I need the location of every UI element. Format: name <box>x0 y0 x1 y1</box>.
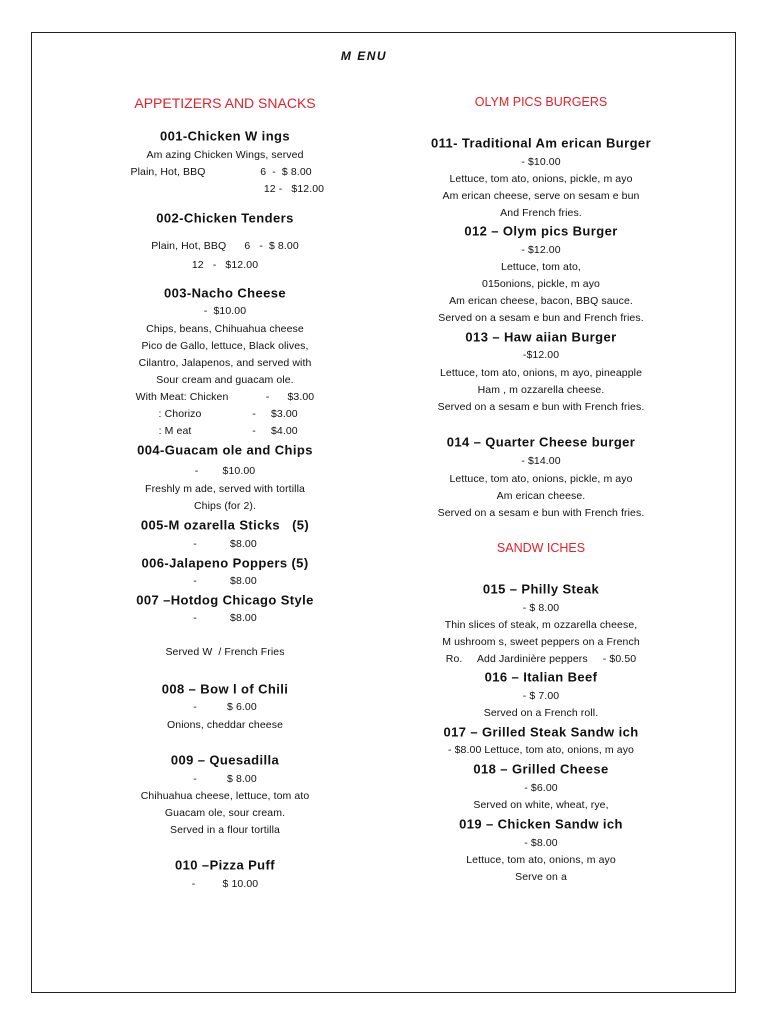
burger-description: 015onions, pickle, m ayo <box>482 277 600 290</box>
appetizer-item-heading: 001-Chicken W ings <box>159 128 291 144</box>
sandwich-price: - $8.00 <box>524 836 558 849</box>
appetizer-description: Chips, beans, Chihuahua cheese <box>146 322 304 335</box>
sandwich-description: Thin slices of steak, m ozzarella cheese, <box>444 618 638 631</box>
burger-item-heading: 011- Traditional Am erican Burger <box>430 135 652 151</box>
burger-description: Served on a sesam e bun with French fries. <box>437 506 645 519</box>
sandwich-price: - $ 7.00 <box>522 689 560 702</box>
appetizer-price: - $8.00 <box>193 537 257 550</box>
sandwich-item-heading: 019 – Chicken Sandw ich <box>459 816 623 832</box>
burger-item-heading: 012 – Olym pics Burger <box>464 223 618 239</box>
appetizer-price: 12 - $12.00 <box>263 182 325 195</box>
appetizer-description: Served in a flour tortilla <box>170 823 280 836</box>
burger-item-heading: 014 – Quarter Cheese burger <box>446 434 636 450</box>
sandwich-description: Served on white, wheat, rye, <box>473 798 609 811</box>
burger-item-heading: 013 – Haw aiian Burger <box>465 329 617 345</box>
appetizer-description: Chihuahua cheese, lettuce, tom ato <box>140 789 310 802</box>
section-title-burgers: OLYM PICS BURGERS <box>474 94 608 109</box>
appetizer-price: - $4.00 <box>252 424 298 437</box>
appetizer-item-heading: 003-Nacho Cheese <box>163 285 287 301</box>
appetizer-description: Cilantro, Jalapenos, and served with <box>138 356 312 369</box>
appetizer-description: Onions, cheddar cheese <box>166 718 284 731</box>
appetizer-price: - $3.00 <box>265 390 315 403</box>
burger-price: - $10.00 <box>521 155 561 168</box>
appetizer-price: 6 - $ 8.00 <box>260 165 312 178</box>
appetizer-description: Guacam ole, sour cream. <box>164 806 286 819</box>
burger-description: Am erican cheese, serve on sesam e bun <box>442 189 640 202</box>
appetizer-description: Sour cream and guacam ole. <box>156 373 294 386</box>
appetizer-price: - $ 6.00 <box>193 700 257 713</box>
sandwich-description: Served on a French roll. <box>483 706 599 719</box>
appetizer-description: With Meat: Chicken <box>135 390 229 403</box>
sandwich-price: - $6.00 <box>524 781 558 794</box>
menu-title: M ENU <box>340 49 388 63</box>
appetizer-item-heading: 010 –Pizza Puff <box>175 857 275 873</box>
sandwich-item-heading: 016 – Italian Beef <box>484 669 598 685</box>
burger-description: Am erican cheese, bacon, BBQ sauce. <box>449 294 633 307</box>
appetizer-description: : Chorizo <box>158 407 202 420</box>
burger-description: Served on a sesam e bun and French fries. <box>438 311 644 324</box>
burger-description: Lettuce, tom ato, onions, pickle, m ayo <box>449 472 633 485</box>
sandwich-description: M ushroom s, sweet peppers on a French <box>442 635 640 648</box>
appetizer-price: - $8.00 <box>193 611 257 624</box>
appetizer-item-heading: 002-Chicken Tenders <box>156 210 294 226</box>
burger-description: Am erican cheese. <box>496 489 586 502</box>
appetizer-description: Chips (for 2). <box>193 499 257 512</box>
burger-description: Lettuce, tom ato, <box>501 260 581 273</box>
appetizer-price: - $8.00 <box>193 574 257 587</box>
sandwich-description: Serve on a <box>515 870 567 883</box>
burger-description: Lettuce, tom ato, onions, pickle, m ayo <box>449 172 633 185</box>
appetizer-description: Freshly m ade, served with tortilla <box>145 482 305 495</box>
section-title-appetizers: APPETIZERS AND SNACKS <box>134 95 316 111</box>
appetizer-item-heading: 005-M ozarella Sticks (5) <box>140 517 310 533</box>
section-title-sandwiches: SANDW ICHES <box>496 540 586 555</box>
sandwich-item-heading: 015 – Philly Steak <box>482 581 600 597</box>
appetizer-price: - $ 8.00 <box>193 772 257 785</box>
appetizer-price: - $ 10.00 <box>191 877 259 890</box>
appetizer-item-heading: 004-Guacam ole and Chips <box>137 442 313 458</box>
appetizer-description: Am azing Chicken Wings, served <box>146 148 304 161</box>
appetizer-item-heading: 008 – Bow l of Chili <box>161 681 289 697</box>
appetizer-item-heading: 009 – Quesadilla <box>170 752 280 768</box>
appetizer-item-heading: 007 –Hotdog Chicago Style <box>136 592 314 608</box>
burger-description: And French fries. <box>500 206 582 219</box>
appetizer-description: : M eat <box>158 424 192 437</box>
sandwich-description: - $8.00 Lettuce, tom ato, onions, m ayo <box>447 743 635 756</box>
burger-price: - $14.00 <box>521 454 561 467</box>
appetizer-description: Plain, Hot, BBQ <box>130 165 206 178</box>
appetizer-price: - $10.00 <box>203 304 247 317</box>
burger-description: Lettuce, tom ato, onions, m ayo, pineapple <box>439 366 643 379</box>
appetizer-item-heading: 006-Jalapeno Poppers (5) <box>141 555 309 571</box>
sandwich-description: Ro. Add Jardinière peppers - $0.50 <box>445 652 637 665</box>
burger-description: Served on a sesam e bun with French fries. <box>437 400 645 413</box>
sandwich-item-heading: 017 – Grilled Steak Sandw ich <box>443 724 639 740</box>
appetizer-description: Pico de Gallo, lettuce, Black olives, <box>141 339 309 352</box>
appetizer-description: Served W / French Fries <box>165 645 285 658</box>
burger-price: -$12.00 <box>522 348 560 361</box>
burger-description: Ham , m ozzarella cheese. <box>477 383 605 396</box>
appetizer-price: - $3.00 <box>252 407 298 420</box>
appetizer-price: - $10.00 <box>194 464 256 477</box>
sandwich-item-heading: 018 – Grilled Cheese <box>473 761 609 777</box>
sandwich-description: Lettuce, tom ato, onions, m ayo <box>466 853 616 866</box>
appetizer-price: Plain, Hot, BBQ 6 - $ 8.00 <box>151 239 299 252</box>
appetizer-price: 12 - $12.00 <box>191 258 259 271</box>
burger-price: - $12.00 <box>521 243 561 256</box>
sandwich-price: - $ 8.00 <box>522 601 560 614</box>
